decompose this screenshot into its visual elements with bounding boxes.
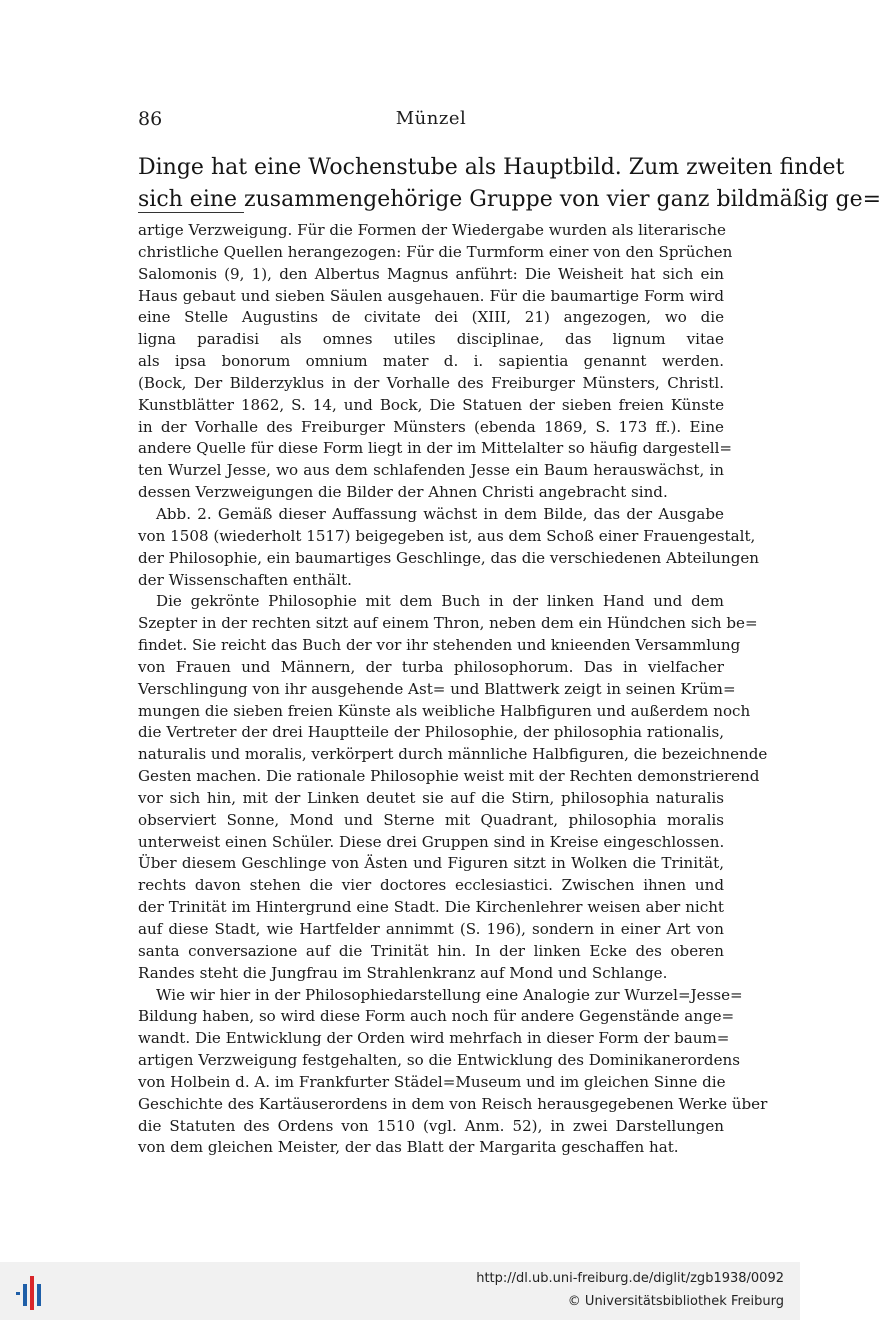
footnote-line: von 1508 (wiederholt 1517) beigegeben ist, aus dem Schoß einer Frauengestalt, <box>138 526 756 545</box>
footnote-rule <box>138 212 244 213</box>
footnote-line: Gesten machen. Die rationale Philosophie weist mit der Rechten demonstrierend <box>138 767 760 786</box>
footnote-line: in der Vorhalle des Freiburger Münsters (ebenda 1869, S. 173 ff.). Eine <box>138 417 724 436</box>
footnote-line: Verschlingung von ihr ausgehende Ast= und Blattwerk zeigt in seinen Krüm= <box>138 679 736 698</box>
text-line: Dinge hat eine Wochenstube als Hauptbild. Zum zweiten findet <box>138 155 845 180</box>
footnote-line: Bildung haben, so wird diese Form auch noch für andere Gegenstände ange= <box>138 1007 735 1026</box>
page-header <box>138 108 724 138</box>
footnote-line: eine Stelle Augustins de civitate dei (XIII, 21) angezogen, wo die <box>138 308 724 327</box>
footnote-line: ten Wurzel Jesse, wo aus dem schlafenden Jesse ein Baum herauswächst, in <box>138 461 724 480</box>
footnote-line: andere Quelle für diese Form liegt in der im Mittelalter so häufig dargestell= <box>138 439 733 458</box>
page-number: 86 <box>138 108 163 130</box>
footnote-line: Szepter in der rechten sitzt auf einem Thron, neben dem ein Hündchen sich be= <box>138 614 758 633</box>
permalink-url[interactable]: http://dl.ub.uni-freiburg.de/diglit/zgb1938/0092 <box>476 1271 784 1286</box>
footnote-line: mungen die sieben freien Künste als weibliche Halbfiguren und außerdem noch <box>138 701 751 720</box>
footnote-line: Haus gebaut und sieben Säulen ausgehauen. Für die baumartige Form wird <box>138 286 724 305</box>
footnote-line: findet. Sie reicht das Buch der vor ihr stehenden und knieenden Versammlung <box>138 636 741 655</box>
footnote-line: die Statuten des Ordens von 1510 (vgl. Anm. 52), in zwei Darstellungen <box>138 1116 724 1135</box>
footnote-line: als ipsa bonorum omnium mater d. i. sapientia genannt werden. <box>138 352 724 371</box>
footnote-line: artigen Verzweigung festgehalten, so die Entwicklung des Dominikanerordens <box>138 1051 740 1070</box>
footnote-line: observiert Sonne, Mond und Sterne mit Quadrant, philosophia moralis <box>138 810 724 829</box>
footnote-line: von dem gleichen Meister, der das Blatt der Margarita geschaffen hat. <box>138 1138 679 1157</box>
ub-freiburg-logo-icon[interactable] <box>14 1272 44 1312</box>
footnote-line: die Vertreter der drei Hauptteile der Philosophie, der philosophia rationalis, <box>138 723 724 742</box>
text-line: sich eine zusammengehörige Gruppe von vier ganz bildmäßig ge= <box>138 187 881 212</box>
footnote-line: Wie wir hier in der Philosophiedarstellung eine Analogie zur Wurzel=Jesse= <box>156 985 743 1004</box>
footnote-text <box>138 220 768 1159</box>
footnote-line: rechts davon stehen die vier doctores ecclesiastici. Zwischen ihnen und <box>138 876 724 895</box>
footnote-line: Salomonis (9, 1), den Albertus Magnus anführt: Die Weisheit hat sich ein <box>138 264 724 283</box>
running-head: Münzel <box>395 108 467 129</box>
footnote-line: naturalis und moralis, verkörpert durch männliche Halbfiguren, die bezeichnende <box>138 745 768 764</box>
footnote-line: auf diese Stadt, wie Hartfelder annimmt (S. 196), sondern in einer Art von <box>138 920 724 938</box>
footnote-line: artige Verzweigung. Für die Formen der Wiedergabe wurden als literarische <box>138 221 726 239</box>
footnote-line: vor sich hin, mit der Linken deutet sie auf die Stirn, philosophia naturalis <box>138 788 724 807</box>
main-text <box>138 152 881 216</box>
footnote-line: Über diesem Geschlinge von Ästen und Figuren sitzt in Wolken die Trinität, <box>138 854 724 873</box>
footnote-line: dessen Verzweigungen die Bilder der Ahnen Christi angebracht sind. <box>138 483 668 502</box>
footnote-line: unterweist einen Schüler. Diese drei Gruppen sind in Kreise eingeschlossen. <box>138 832 725 851</box>
footnote-line: Abb. 2. Gemäß dieser Auffassung wächst in dem Bilde, das der Ausgabe <box>156 504 724 523</box>
footnote-line: (Bock, Der Bilderzyklus in der Vorhalle des Freiburger Münsters, Christl. <box>138 373 724 392</box>
footnote-line: ligna paradisi als omnes utiles disciplinae, das lignum vitae <box>138 330 724 349</box>
footnote-line: der Wissenschaften enthält. <box>138 570 352 589</box>
footnote-line: santa conversazione auf die Trinität hin. In der linken Ecke des oberen <box>138 941 724 960</box>
footnote-line: von Holbein d. A. im Frankfurter Städel=Museum und im gleichen Sinne die <box>138 1072 726 1091</box>
footnote-line: der Philosophie, ein baumartiges Geschlinge, das die verschiedenen Abteilungen <box>138 548 760 567</box>
footnote-line: der Trinität im Hintergrund eine Stadt. Die Kirchenlehrer weisen aber nicht <box>138 898 724 917</box>
footnote-line: Randes steht die Jungfrau im Strahlenkranz auf Mond und Schlange. <box>138 963 668 982</box>
footnote-line: von Frauen und Männern, der turba philosophorum. Das in vielfacher <box>138 657 724 676</box>
footnote-line: Kunstblätter 1862, S. 14, und Bock, Die Statuen der sieben freien Künste <box>138 395 724 414</box>
footnote-line: wandt. Die Entwicklung der Orden wird mehrfach in dieser Form der baum= <box>138 1029 730 1048</box>
footnote-line: Die gekrönte Philosophie mit dem Buch in der linken Hand und dem <box>156 592 724 611</box>
viewer-footer <box>0 1262 800 1320</box>
footnote-line: Geschichte des Kartäuserordens in dem von Reisch herausgegebenen Werke über <box>138 1094 768 1113</box>
footnote-line: christliche Quellen herangezogen: Für die Turmform einer von den Sprüchen <box>138 242 733 261</box>
copyright-notice: © Universitätsbibliothek Freiburg <box>567 1294 784 1309</box>
